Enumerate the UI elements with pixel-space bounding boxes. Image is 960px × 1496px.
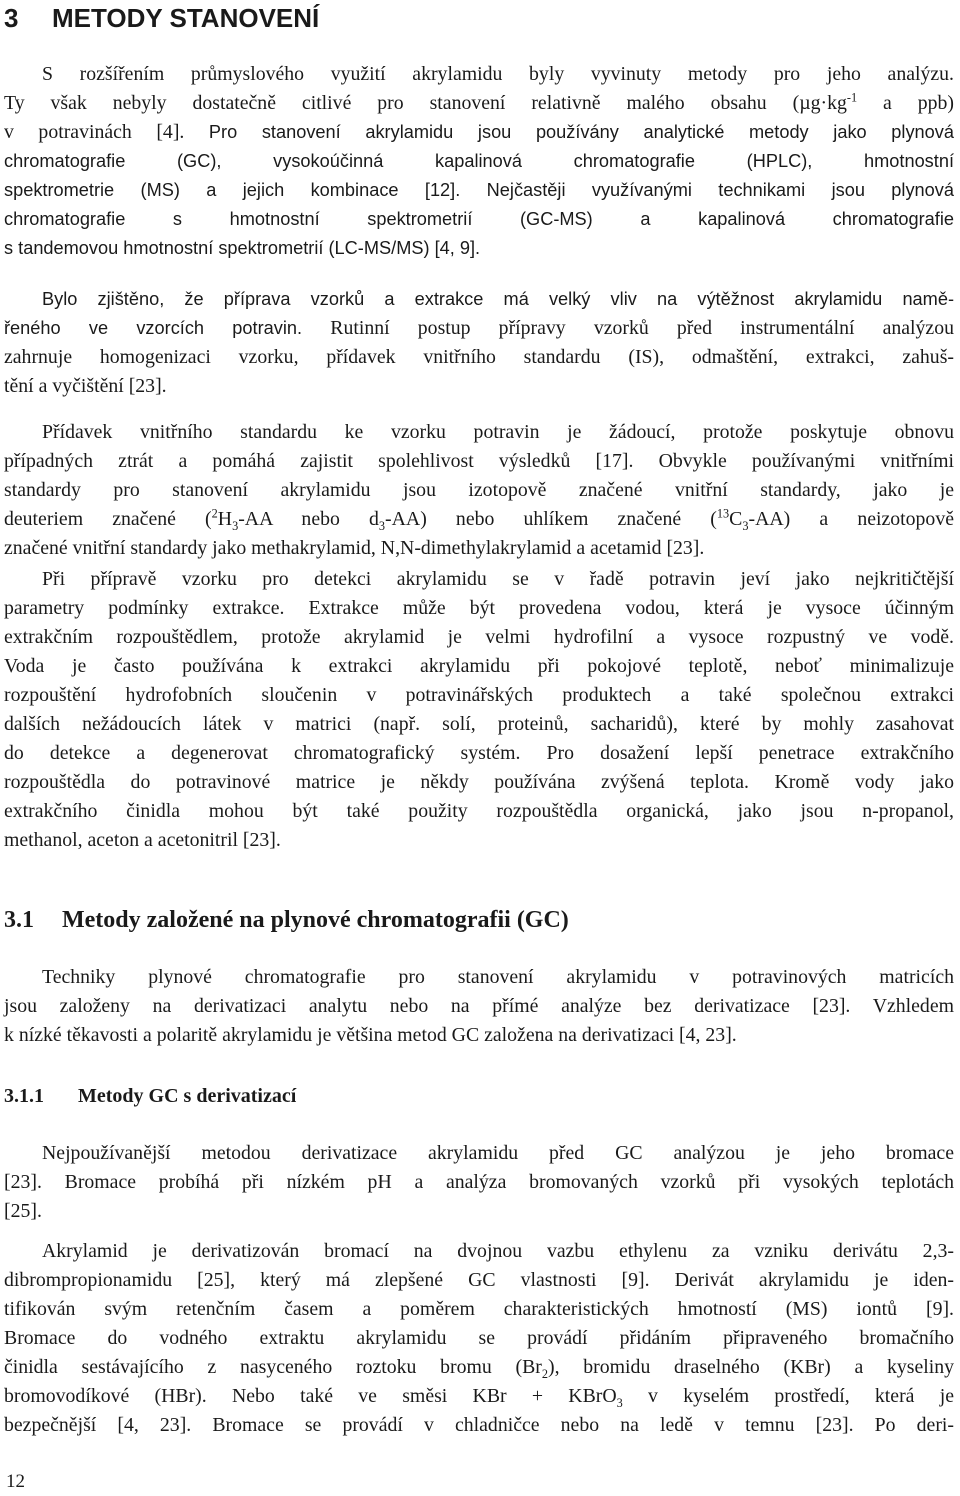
text-line: extrakčním rozpouštědlem, protože akrylamid je velmi hydrofilní a vysoce rozpustný ve vodě. bbox=[4, 626, 954, 648]
paragraph-3 bbox=[4, 418, 954, 563]
chapter-heading bbox=[4, 2, 319, 34]
paragraph-1 bbox=[4, 60, 954, 263]
text-line: chromatografie (GC), vysokoúčinná kapalinová chromatografie (HPLC), hmotnostní bbox=[4, 151, 954, 171]
text-line: řeného ve vzorcích potravin. Rutinní postup přípravy vzorků před instrumentální analýzou bbox=[4, 317, 954, 339]
text-line: rozpouštědla do potravinové matrice je někdy používána zvýšená teplota. Kromě vody jako bbox=[4, 771, 954, 793]
text-line: methanol, aceton a acetonitril [23]. bbox=[4, 829, 281, 851]
page-number: 12 bbox=[6, 1471, 25, 1492]
text-line: Bylo zjištěno, že příprava vzorků a extrakce má velký vliv na výtěžnost akrylamidu namě- bbox=[42, 289, 954, 309]
chapter-number: 3 bbox=[4, 3, 19, 33]
text-line: rozpouštění hydrofobních sloučenin v potravinářských produktech a také společnou extrakci bbox=[4, 684, 954, 706]
text-line: [23]. Bromace probíhá při nízkém pH a analýza bromovaných vzorků při vysokých teplotách bbox=[4, 1171, 954, 1193]
text-line: v potravinách [4]. Pro stanovení akrylamidu jsou používány analytické metody jako plynová bbox=[4, 121, 954, 143]
paragraph-7 bbox=[4, 1237, 954, 1440]
text-line: Bromace do vodného extraktu akrylamidu se provádí přidáním připraveného bromačního bbox=[4, 1327, 954, 1349]
chapter-title: METODY STANOVENÍ bbox=[52, 3, 320, 33]
text-line: Nejpoužívanější metodou derivatizace akrylamidu před GC analýzou je jeho bromace bbox=[42, 1142, 954, 1164]
text-line: [25]. bbox=[4, 1200, 42, 1222]
text-line: S rozšířením průmyslového využití akrylamidu byly vyvinuty metody pro jeho analýzu. bbox=[42, 63, 954, 85]
text-line: dalších nežádoucích látek v matrici (např. solí, proteinů, sacharidů), které by mohly zasahovat bbox=[4, 713, 954, 735]
subsection-title: Metody GC s derivatizací bbox=[78, 1085, 297, 1107]
text-line: spektrometrie (MS) a jejich kombinace [12]. Nejčastěji využívanými technikami jsou plynová bbox=[4, 180, 954, 200]
text-line: tění a vyčištění [23]. bbox=[4, 375, 167, 397]
text-line: s tandemovou hmotnostní spektrometrií (LC-MS/MS) [4, 9]. bbox=[4, 238, 481, 258]
text-line: zahrnuje homogenizaci vzorku, přídavek vnitřního standardu (IS), odmaštění, extrakci, zahuš- bbox=[4, 346, 954, 368]
text-line: tifikován svým retenčním časem a poměrem charakteristických hmotností (MS) iontů [9]. bbox=[4, 1298, 954, 1320]
text-line: k nízké těkavosti a polaritě akrylamidu je většina metod GC založena na derivatizaci [4, 23]. bbox=[4, 1024, 737, 1046]
text-line: extrakčního činidla mohou být také použity rozpouštědla organická, jako jsou n-propanol, bbox=[4, 800, 954, 822]
text-line: značené vnitřní standardy jako methakrylamid, N,N-dimethylakrylamid a acetamid [23]. bbox=[4, 537, 705, 559]
text-line: činidla sestávajícího z nasyceného roztoku bromu $(Br_2)$, bromidu draselného (KBr) a kyseliny bbox=[4, 1356, 954, 1381]
text-line: parametry podmínky extrakce. Extrakce může být provedena vodou, která je vysoce účinným bbox=[4, 597, 954, 619]
paragraph-4 bbox=[4, 565, 954, 855]
paragraph-6 bbox=[4, 1139, 954, 1226]
text-line: Techniky plynové chromatografie pro stanovení akrylamidu v potravinových matricích bbox=[42, 966, 954, 988]
text-line: deuteriem značené ($^2H_3-AA$ nebo $d_3-AA$) nebo uhlíkem značené $(^{13}C_3-AA)$ a neizotopově bbox=[4, 506, 954, 533]
subsection-number: 3.1.1 bbox=[4, 1085, 44, 1107]
text-line: chromatografie s hmotnostní spektrometrií (GC-MS) a kapalinová chromatografie bbox=[4, 209, 954, 229]
text-line: Přídavek vnitřního standardu ke vzorku potravin je žádoucí, protože poskytuje obnovu bbox=[42, 421, 954, 443]
text-line: bromovodíkové (HBr). Nebo také ve směsi KBr + KBrO$_3$ v kyselém prostředí, která je bbox=[4, 1385, 954, 1410]
paragraph-5 bbox=[4, 963, 954, 1050]
text-line: bezpečnější [4, 23]. Bromace se provádí v chladničce nebo na ledě v temnu [23]. Po deri- bbox=[4, 1414, 954, 1436]
text-line: případných ztrát a pomáhá zajistit spolehlivost výsledků [17]. Obvykle používanými vnitřními bbox=[4, 450, 954, 472]
section-title: Metody založené na plynové chromatografii (GC) bbox=[62, 907, 569, 933]
text-line: Voda je často používána k extrakci akrylamidu při pokojové teplotě, neboť minimalizuje bbox=[4, 655, 954, 677]
text-line: Při přípravě vzorku pro detekci akrylamidu se v řadě potravin jeví jako nejkritičtější bbox=[42, 568, 954, 590]
text-line: Akrylamid je derivatizován bromací na dvojnou vazbu ethylenu za vzniku derivátu 2,3- bbox=[42, 1240, 954, 1262]
text-line: do detekce a degenerovat chromatografický systém. Pro dosažení lepší penetrace extrakčního bbox=[4, 742, 954, 764]
text-line: jsou založeny na derivatizaci analytu nebo na přímé analýze bez derivatizace [23]. Vzhledem bbox=[4, 995, 954, 1017]
section-heading bbox=[4, 905, 569, 935]
text-line: Ty však nebyly dostatečně citlivé pro stanovení relativně malého obsahu ($\mu g\cdot kg^{-1}$ a ppb) bbox=[4, 90, 954, 114]
subsection-heading bbox=[4, 1082, 296, 1110]
section-number: 3.1 bbox=[4, 907, 34, 933]
text-line: dibrompropionamidu [25], který má zlepšené GC vlastnosti [9]. Derivát akrylamidu je iden- bbox=[4, 1269, 954, 1291]
paragraph-2 bbox=[4, 285, 954, 401]
text-line: standardy pro stanovení akrylamidu jsou izotopově značené vnitřní standardy, jako je bbox=[4, 479, 954, 501]
